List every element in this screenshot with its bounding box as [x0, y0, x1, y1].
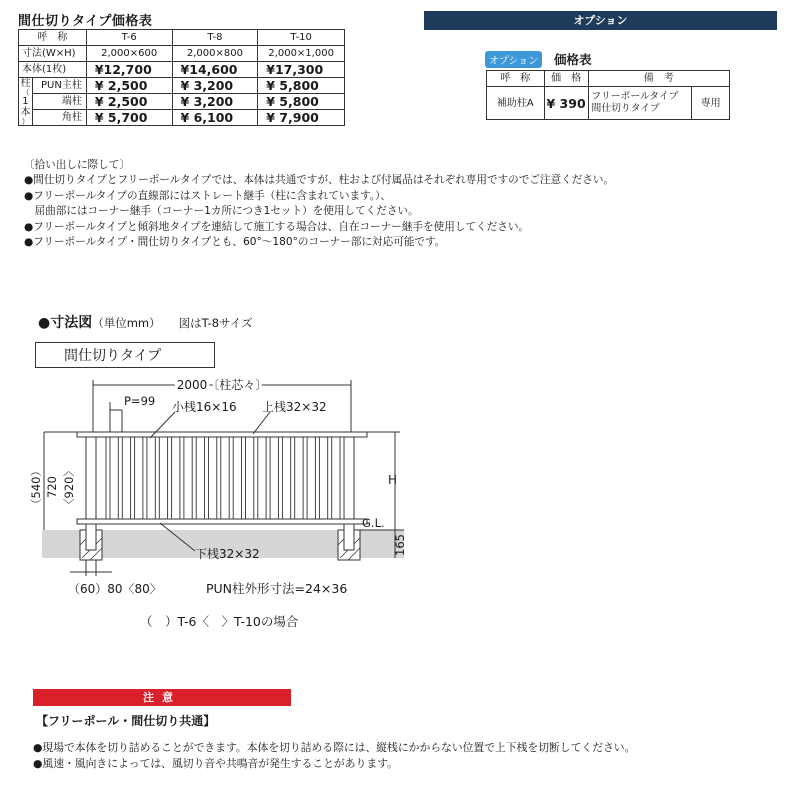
- option-price: ¥ 390: [544, 87, 588, 120]
- bottom-rail: [77, 519, 367, 524]
- caution-line: ●現場で本体を切り詰めることができます。本体を切り詰める際には、縦桟にかからない位置で上下桟を切断してください。: [33, 741, 636, 754]
- bottom-rail-label: 下桟32×32: [195, 547, 260, 561]
- picket: [118, 437, 122, 519]
- header-cell: T-6: [86, 30, 172, 46]
- price-cell: ¥17,300: [258, 62, 345, 78]
- pillar-row-label: 角柱: [32, 110, 86, 126]
- pillar-char: 本: [20, 107, 31, 118]
- pun-size-label: PUN柱外形寸法=24×36: [206, 581, 348, 596]
- pillar-row-label: 端柱: [32, 94, 86, 110]
- price-cell: ¥12,700: [86, 62, 172, 78]
- picket: [291, 437, 295, 519]
- note-line: ●フリーポールタイプ・間仕切りタイプとも、60°～180°のコーナー部に対応可能です。: [24, 236, 446, 249]
- picket: [229, 437, 233, 519]
- picket: [303, 437, 307, 519]
- picket: [106, 437, 110, 519]
- height-920-label: 〈920〉: [62, 465, 76, 510]
- top-rail-leader: [253, 412, 270, 434]
- price-cell: ¥ 5,800: [258, 94, 345, 110]
- picket: [328, 437, 332, 519]
- picket: [315, 437, 319, 519]
- picket: [192, 437, 196, 519]
- header-cell: 価 格: [544, 71, 588, 87]
- picket: [205, 437, 209, 519]
- h-label: H: [388, 473, 398, 487]
- body-label: 本体(1枚): [19, 62, 87, 78]
- dimension-note: 図はT-8サイズ: [178, 316, 253, 330]
- picket-group: [106, 437, 344, 519]
- dimension-legend: （ ）T-6〈 〉T-10の場合: [140, 614, 299, 629]
- note-line: ●フリーポールタイプの直線部にはストレート継手（柱に含まれています。）、: [24, 189, 391, 202]
- pillar-char: （: [21, 88, 30, 97]
- small-rail-label: 小桟16×16: [172, 400, 237, 414]
- header-cell: T-10: [258, 30, 345, 46]
- note-line: ●フリーポールタイプと傾斜地タイプを連結して施工する場合は、自在コーナー継手を使用してください。: [24, 220, 530, 233]
- picket: [180, 437, 184, 519]
- option-badge: オプション: [485, 51, 542, 68]
- post-right: [344, 433, 354, 550]
- size-cell: 2,000×600: [86, 46, 172, 62]
- price-cell: ¥ 2,500: [86, 78, 172, 94]
- price-cell: ¥ 6,100: [172, 110, 258, 126]
- pillar-row-label: PUN主柱: [32, 78, 86, 94]
- size-cell: 2,000×800: [172, 46, 258, 62]
- option-name: 補助柱A: [487, 87, 545, 120]
- header-cell: T-8: [172, 30, 258, 46]
- dimension-heading: ●寸法図: [38, 315, 93, 331]
- note-line: 〔拾い出しに際して〕: [24, 159, 130, 171]
- caution-line: ●風速・風向きによっては、風切り音や共鳴音が発生することがあります。: [33, 756, 398, 770]
- top-rail: [77, 432, 367, 437]
- type-label-box: 間仕切りタイプ: [35, 342, 215, 368]
- picket: [242, 437, 246, 519]
- price-cell: ¥ 2,500: [86, 94, 172, 110]
- size-label: 寸法(W×H): [19, 46, 87, 62]
- width-label: 2000〔柱芯々〕: [176, 378, 268, 392]
- picket: [254, 437, 258, 519]
- depth-label: 165: [393, 534, 407, 556]
- height-720-label: 720: [45, 476, 59, 498]
- caution-bar: 注意: [33, 689, 291, 706]
- price-table-title: 間仕切りタイプ価格表: [18, 14, 153, 29]
- caution-body: [33, 740, 635, 771]
- caution-heading: 【フリーポール・間仕切り共通】: [36, 714, 216, 728]
- header-cell: 呼 称: [487, 71, 545, 87]
- height-540-label: （540）: [29, 465, 43, 510]
- option-exclusive: 専用: [692, 87, 730, 120]
- price-cell: ¥ 3,200: [172, 78, 258, 94]
- picket: [278, 437, 282, 519]
- post-left: [86, 433, 96, 550]
- dimension-unit: （単位mm）: [92, 316, 161, 330]
- note-line: 屈曲部にはコーナー継手（コーナー1カ所につき1セット）を使用してください。: [24, 205, 419, 218]
- header-cell: 備 考: [588, 71, 729, 87]
- price-cell: ¥ 5,800: [258, 78, 345, 94]
- picket: [143, 437, 147, 519]
- option-note-line: 間仕切りタイプ: [591, 103, 660, 114]
- price-cell: ¥ 7,900: [258, 110, 345, 126]
- option-note-line: フリーポールタイプ: [591, 91, 679, 102]
- pitch-label: P=99: [124, 394, 156, 408]
- note-line: ●間仕切りタイプとフリーポールタイプでは、本体は共通ですが、柱および付属品はそれぞれ専用ですのでご注意ください。: [24, 174, 615, 187]
- pillar-char: ）: [21, 117, 30, 126]
- option-title: 価格表: [554, 52, 592, 67]
- picket: [266, 437, 270, 519]
- price-cell: ¥ 5,700: [86, 110, 172, 126]
- picket: [168, 437, 172, 519]
- post-width-label: （60）80〈80〉: [68, 582, 162, 596]
- header-cell: 呼 称: [19, 30, 87, 46]
- picket: [340, 437, 344, 519]
- price-cell: ¥ 3,200: [172, 94, 258, 110]
- size-cell: 2,000×1,000: [258, 46, 345, 62]
- pillar-char: 1: [22, 96, 29, 107]
- option-header-bar: オプション: [424, 11, 777, 30]
- picket: [217, 437, 221, 519]
- price-cell: ¥14,600: [172, 62, 258, 78]
- pillar-char: 柱: [20, 78, 31, 89]
- picket: [131, 437, 135, 519]
- picket: [155, 437, 159, 519]
- gl-label: G.L.: [362, 516, 385, 530]
- top-rail-label: 上桟32×32: [262, 400, 327, 414]
